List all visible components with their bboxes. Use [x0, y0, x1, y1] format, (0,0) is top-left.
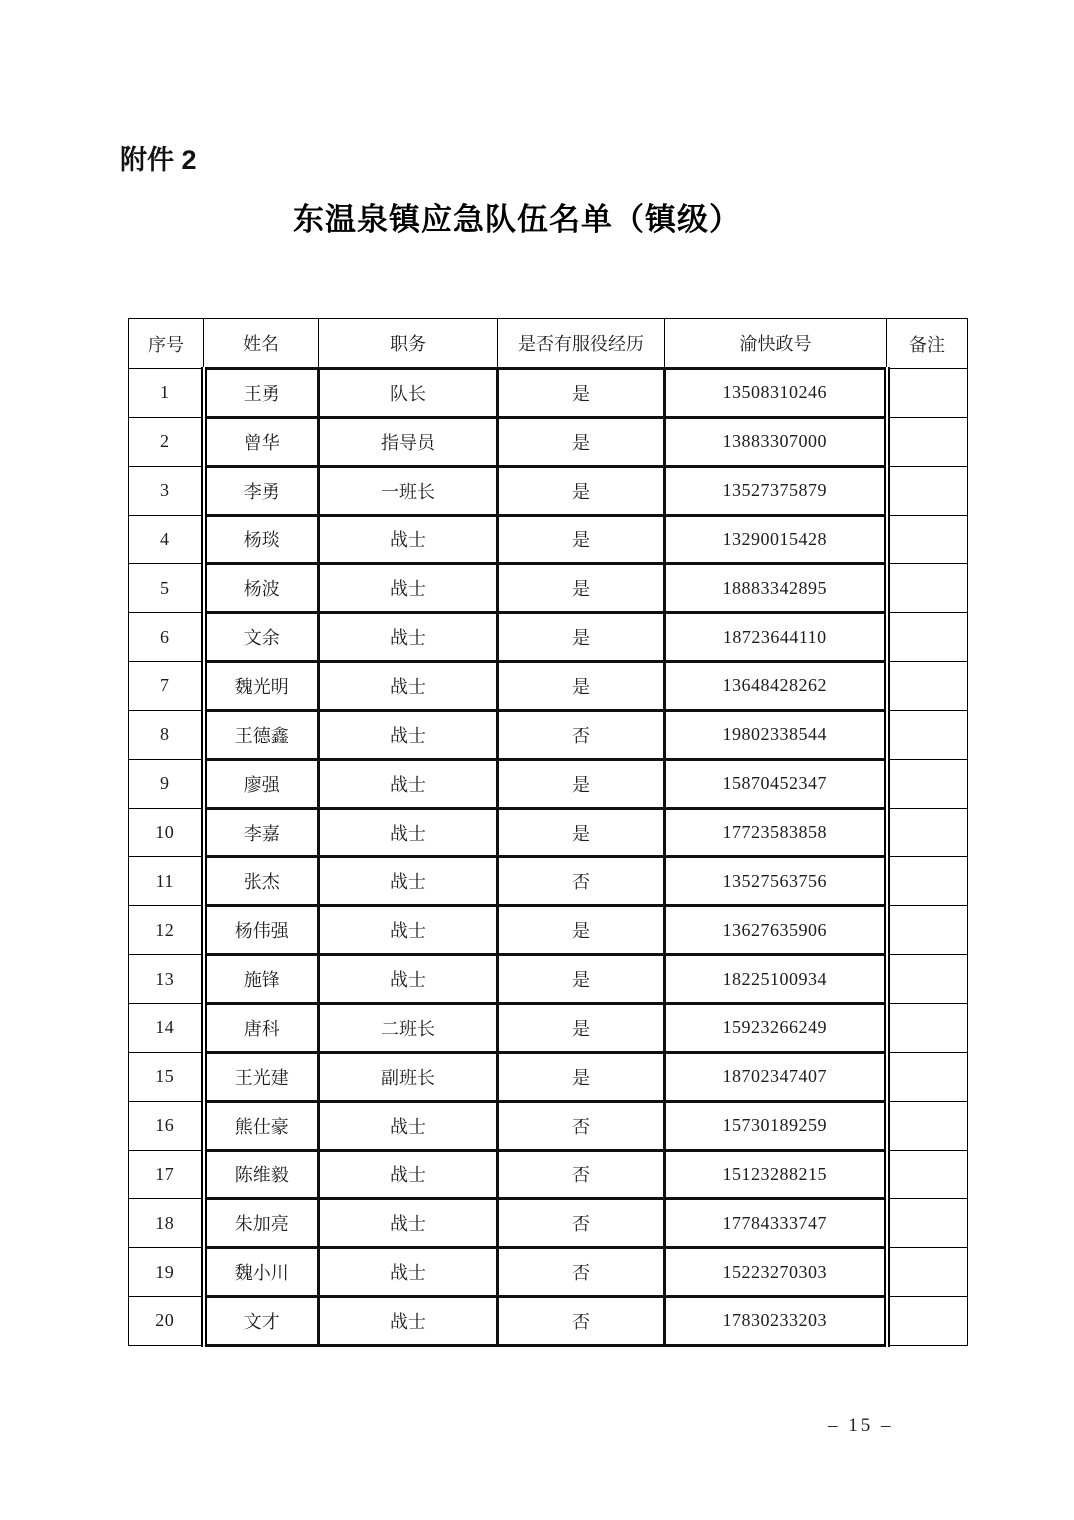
cell-phone: 17723583858 [665, 808, 887, 857]
cell-index: 13 [129, 955, 204, 1004]
cell-phone: 18723644110 [665, 613, 887, 662]
cell-position: 战士 [319, 1150, 498, 1199]
table-row [129, 1297, 968, 1346]
cell-name: 王勇 [204, 369, 319, 418]
attachment-label: 附件 2 [120, 145, 197, 175]
cell-index: 18 [129, 1199, 204, 1248]
cell-index: 11 [129, 857, 204, 906]
cell-position: 战士 [319, 1101, 498, 1150]
cell-position: 副班长 [319, 1052, 498, 1101]
cell-service-experience: 否 [498, 710, 665, 759]
table-row [129, 906, 968, 955]
cell-index: 1 [129, 369, 204, 418]
cell-remark [887, 1248, 968, 1297]
cell-name: 文才 [204, 1297, 319, 1346]
table-row [129, 613, 968, 662]
cell-position: 战士 [319, 515, 498, 564]
cell-name: 李勇 [204, 466, 319, 515]
cell-position: 战士 [319, 808, 498, 857]
table-header-row [129, 319, 968, 369]
cell-position: 战士 [319, 613, 498, 662]
cell-index: 5 [129, 564, 204, 613]
cell-position: 战士 [319, 1248, 498, 1297]
cell-index: 20 [129, 1297, 204, 1346]
cell-service-experience: 是 [498, 1003, 665, 1052]
cell-position: 战士 [319, 564, 498, 613]
cell-name: 杨伟强 [204, 906, 319, 955]
cell-service-experience: 否 [498, 1248, 665, 1297]
table-row [129, 564, 968, 613]
cell-position: 战士 [319, 857, 498, 906]
cell-remark [887, 808, 968, 857]
page-title: 东温泉镇应急队伍名单（镇级） [293, 202, 741, 237]
table-body [129, 369, 968, 1346]
cell-phone: 13527375879 [665, 466, 887, 515]
emergency-team-table [128, 318, 968, 1347]
cell-index: 17 [129, 1150, 204, 1199]
cell-name: 唐科 [204, 1003, 319, 1052]
cell-service-experience: 是 [498, 369, 665, 418]
cell-name: 陈维毅 [204, 1150, 319, 1199]
cell-phone: 15730189259 [665, 1101, 887, 1150]
table-row [129, 759, 968, 808]
cell-index: 19 [129, 1248, 204, 1297]
cell-index: 10 [129, 808, 204, 857]
cell-remark [887, 662, 968, 711]
cell-index: 9 [129, 759, 204, 808]
cell-name: 熊仕豪 [204, 1101, 319, 1150]
cell-service-experience: 是 [498, 759, 665, 808]
table-row [129, 857, 968, 906]
cell-name: 朱加亮 [204, 1199, 319, 1248]
cell-index: 15 [129, 1052, 204, 1101]
table-row [129, 1052, 968, 1101]
cell-remark [887, 1150, 968, 1199]
cell-phone: 13527563756 [665, 857, 887, 906]
cell-service-experience: 是 [498, 662, 665, 711]
cell-service-experience: 是 [498, 613, 665, 662]
cell-position: 指导员 [319, 417, 498, 466]
cell-service-experience: 否 [498, 857, 665, 906]
cell-position: 战士 [319, 662, 498, 711]
table-row [129, 710, 968, 759]
cell-position: 战士 [319, 906, 498, 955]
table-row [129, 1101, 968, 1150]
cell-remark [887, 466, 968, 515]
table-row [129, 369, 968, 418]
table-row [129, 417, 968, 466]
cell-service-experience: 是 [498, 466, 665, 515]
cell-remark [887, 369, 968, 418]
cell-remark [887, 515, 968, 564]
page-number: – 15 – [828, 1415, 894, 1436]
cell-name: 王德鑫 [204, 710, 319, 759]
cell-name: 魏光明 [204, 662, 319, 711]
cell-phone: 15870452347 [665, 759, 887, 808]
column-header-5: 备注 [887, 319, 968, 369]
cell-position: 战士 [319, 1297, 498, 1346]
cell-phone: 13508310246 [665, 369, 887, 418]
table-row [129, 466, 968, 515]
column-header-0: 序号 [129, 319, 204, 369]
column-header-3: 是否有服役经历 [498, 319, 665, 369]
cell-name: 张杰 [204, 857, 319, 906]
cell-remark [887, 1101, 968, 1150]
cell-phone: 18883342895 [665, 564, 887, 613]
cell-remark [887, 417, 968, 466]
table-row [129, 1248, 968, 1297]
cell-phone: 15923266249 [665, 1003, 887, 1052]
cell-phone: 13883307000 [665, 417, 887, 466]
column-header-1: 姓名 [204, 319, 319, 369]
cell-phone: 13627635906 [665, 906, 887, 955]
cell-phone: 13648428262 [665, 662, 887, 711]
cell-remark [887, 710, 968, 759]
cell-remark [887, 955, 968, 1004]
cell-phone: 17784333747 [665, 1199, 887, 1248]
cell-index: 6 [129, 613, 204, 662]
cell-name: 杨波 [204, 564, 319, 613]
table-row [129, 1199, 968, 1248]
cell-position: 一班长 [319, 466, 498, 515]
cell-name: 文余 [204, 613, 319, 662]
cell-index: 7 [129, 662, 204, 711]
cell-name: 曾华 [204, 417, 319, 466]
cell-service-experience: 否 [498, 1101, 665, 1150]
cell-position: 战士 [319, 710, 498, 759]
table-row [129, 1150, 968, 1199]
cell-name: 李嘉 [204, 808, 319, 857]
cell-service-experience: 是 [498, 808, 665, 857]
cell-remark [887, 906, 968, 955]
cell-service-experience: 否 [498, 1150, 665, 1199]
table-row [129, 808, 968, 857]
cell-position: 队长 [319, 369, 498, 418]
cell-phone: 13290015428 [665, 515, 887, 564]
cell-remark [887, 857, 968, 906]
cell-service-experience: 否 [498, 1199, 665, 1248]
cell-service-experience: 是 [498, 417, 665, 466]
cell-service-experience: 是 [498, 515, 665, 564]
cell-phone: 18702347407 [665, 1052, 887, 1101]
cell-index: 3 [129, 466, 204, 515]
cell-service-experience: 是 [498, 1052, 665, 1101]
cell-remark [887, 613, 968, 662]
cell-remark [887, 1199, 968, 1248]
cell-remark [887, 1297, 968, 1346]
cell-index: 14 [129, 1003, 204, 1052]
cell-position: 战士 [319, 955, 498, 1004]
cell-name: 杨琰 [204, 515, 319, 564]
table-row [129, 955, 968, 1004]
cell-index: 12 [129, 906, 204, 955]
table-row [129, 1003, 968, 1052]
column-header-2: 职务 [319, 319, 498, 369]
cell-service-experience: 是 [498, 564, 665, 613]
cell-phone: 15223270303 [665, 1248, 887, 1297]
cell-remark [887, 1003, 968, 1052]
cell-service-experience: 是 [498, 906, 665, 955]
cell-position: 战士 [319, 759, 498, 808]
cell-remark [887, 1052, 968, 1101]
cell-service-experience: 否 [498, 1297, 665, 1346]
cell-service-experience: 是 [498, 955, 665, 1004]
cell-phone: 18225100934 [665, 955, 887, 1004]
cell-name: 魏小川 [204, 1248, 319, 1297]
cell-index: 4 [129, 515, 204, 564]
cell-name: 施锋 [204, 955, 319, 1004]
cell-remark [887, 759, 968, 808]
cell-phone: 19802338544 [665, 710, 887, 759]
cell-remark [887, 564, 968, 613]
cell-phone: 17830233203 [665, 1297, 887, 1346]
table-row [129, 662, 968, 711]
cell-position: 战士 [319, 1199, 498, 1248]
cell-index: 8 [129, 710, 204, 759]
cell-name: 王光建 [204, 1052, 319, 1101]
cell-index: 16 [129, 1101, 204, 1150]
cell-phone: 15123288215 [665, 1150, 887, 1199]
table-row [129, 515, 968, 564]
cell-name: 廖强 [204, 759, 319, 808]
cell-position: 二班长 [319, 1003, 498, 1052]
column-header-4: 渝快政号 [665, 319, 887, 369]
cell-index: 2 [129, 417, 204, 466]
